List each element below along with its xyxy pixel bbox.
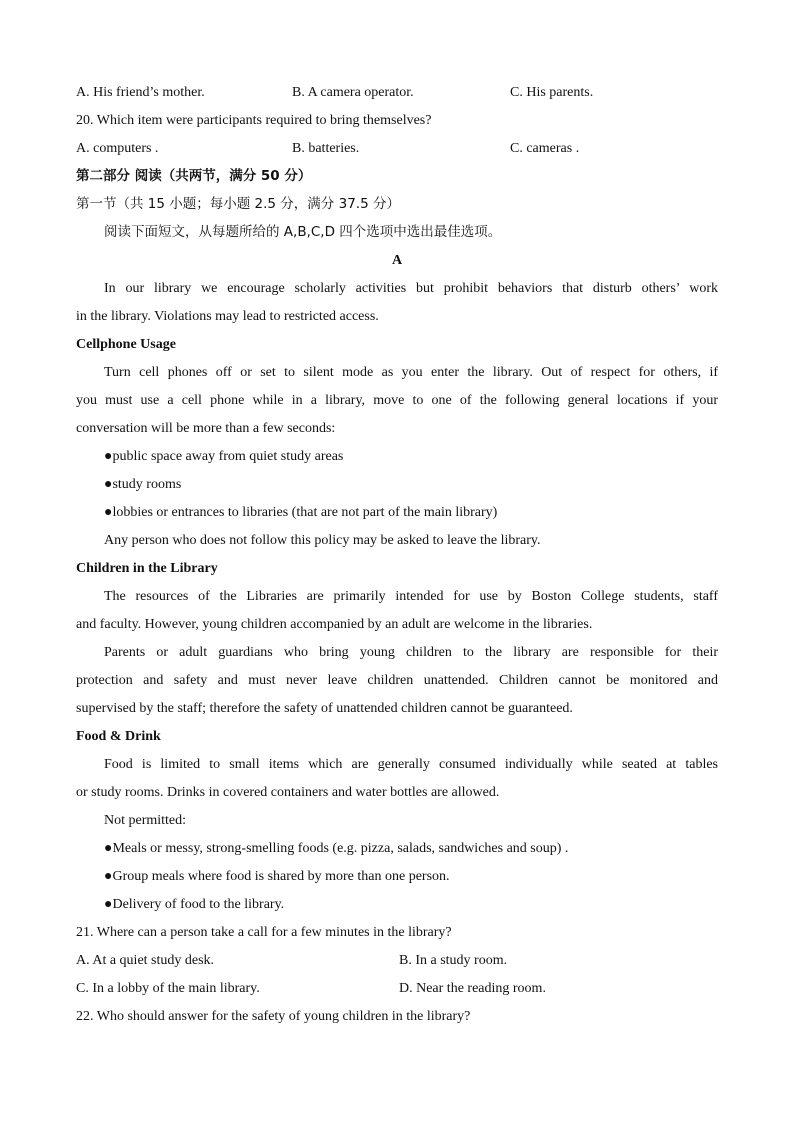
cellphone-heading: Cellphone Usage (76, 337, 176, 352)
q20-stem: 20. Which item were participants required to bring themselves? (76, 113, 432, 128)
food-para-line-1: Food is limited to small items which are generally consumed individually while seated at tables (104, 757, 718, 772)
children-para1-line-2: and faculty. However, young children accompanied by an adult are welcome in the libraries. (76, 617, 593, 632)
q21-option-c: C. In a lobby of the main library. (76, 981, 260, 996)
intro-line-2: in the library. Violations may lead to restricted access. (76, 309, 379, 324)
cellphone-bullet-3: ●lobbies or entrances to libraries (that are not part of the main library) (104, 505, 498, 520)
children-para2-line-2: protection and safety and must never leave children unattended. Children cannot be monitored and (76, 673, 718, 688)
cellphone-closing: Any person who does not follow this policy may be asked to leave the library. (104, 533, 541, 548)
q19-option-b: B. A camera operator. (292, 85, 414, 100)
q20-option-b: B. batteries. (292, 141, 360, 156)
q21-option-d: D. Near the reading room. (399, 981, 546, 996)
children-para2-line-1: Parents or adult guardians who bring young children to the library are responsible for their (104, 645, 718, 660)
intro-line-1: In our library we encourage scholarly activities but prohibit behaviors that disturb others’ work (104, 281, 718, 296)
food-para-line-2: or study rooms. Drinks in covered containers and water bottles are allowed. (76, 785, 500, 800)
section1-heading: 第一节（共 15 小题；每小题 2.5 分，满分 37.5 分） (76, 196, 400, 212)
children-para2-line-3: supervised by the staff; therefore the safety of unattended children cannot be guaranteed. (76, 701, 573, 716)
food-bullet-3: ●Delivery of food to the library. (104, 897, 285, 912)
food-not-permitted: Not permitted: (104, 813, 187, 828)
cellphone-bullet-1: ●public space away from quiet study areas (104, 449, 344, 464)
q22-stem: 22. Who should answer for the safety of young children in the library? (76, 1009, 471, 1024)
q21-stem: 21. Where can a person take a call for a few minutes in the library? (76, 925, 452, 940)
cellphone-bullet-2: ●study rooms (104, 477, 182, 492)
q21-option-b: B. In a study room. (399, 953, 508, 968)
cellphone-para-line-3: conversation will be more than a few seconds: (76, 421, 336, 436)
food-heading: Food & Drink (76, 729, 161, 744)
q20-option-c: C. cameras . (510, 141, 580, 156)
children-para1-line-1: The resources of the Libraries are primarily intended for use by Boston College students, staff (104, 589, 718, 604)
q19-option-c: C. His parents. (510, 85, 594, 100)
cellphone-para-line-1: Turn cell phones off or set to silent mode as you enter the library. Out of respect for others, if (104, 365, 718, 380)
food-bullet-2: ●Group meals where food is shared by more than one person. (104, 869, 450, 884)
children-heading: Children in the Library (76, 561, 218, 576)
food-bullet-1: ●Meals or messy, strong-smelling foods (e.g. pizza, salads, sandwiches and soup) . (104, 841, 569, 856)
q21-option-a: A. At a quiet study desk. (76, 953, 215, 968)
cellphone-para-line-2: you must use a cell phone while in a library, move to one of the following general locations if your (76, 393, 718, 408)
passage-letter: A (391, 253, 403, 268)
reading-instruction: 阅读下面短文，从每题所给的 A,B,C,D 四个选项中选出最佳选项。 (104, 224, 502, 240)
q19-option-a: A. His friend’s mother. (76, 85, 205, 100)
q20-option-a: A. computers . (76, 141, 159, 156)
part2-heading: 第二部分 阅读（共两节，满分 50 分） (76, 168, 312, 184)
